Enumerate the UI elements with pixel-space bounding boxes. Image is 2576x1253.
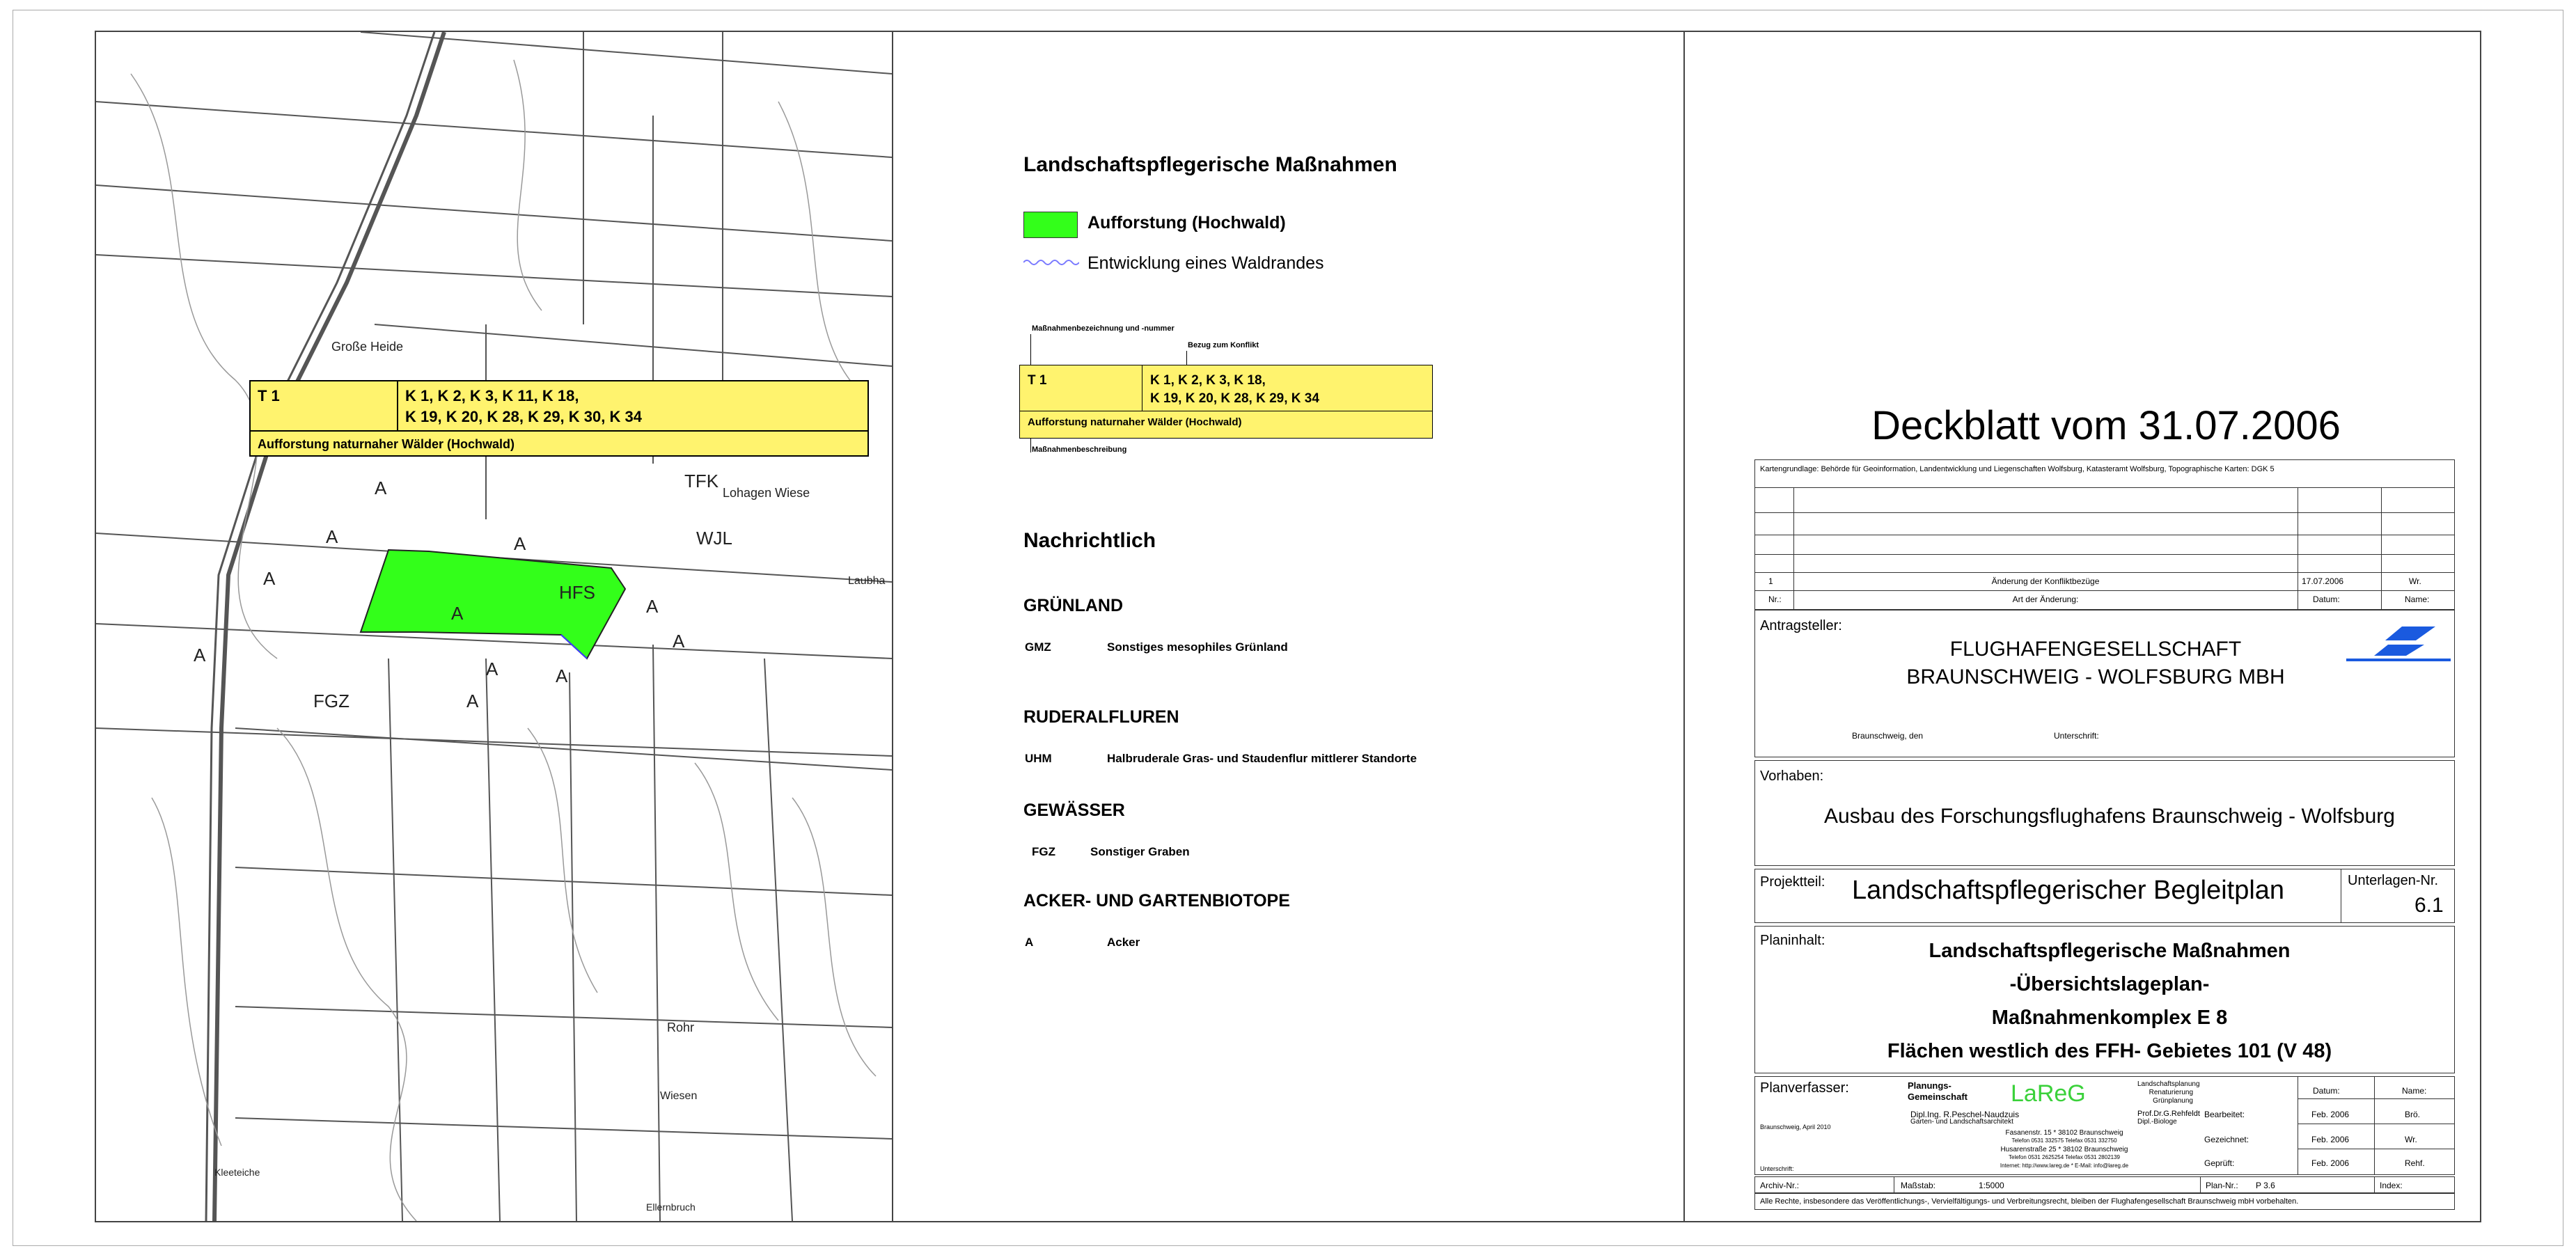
vorhaben-label: Vorhaben: <box>1760 769 1824 784</box>
example-conflict-leader <box>1186 351 1187 366</box>
internet: Internet: http://www.lareg.de * E-Mail: info@lareg.de <box>2000 1163 2129 1169</box>
geprueft-label: Geprüft: <box>2204 1158 2235 1168</box>
unterlage-label: Unterlagen-Nr. <box>2348 873 2439 888</box>
archiv-row <box>1754 1176 2455 1193</box>
place-label: Braunschweig, den <box>1852 731 1924 741</box>
map-label-wiesen: Wiesen <box>660 1090 698 1102</box>
change-line-4 <box>1754 554 2455 555</box>
projektteil-label: Projektteil: <box>1760 874 1825 890</box>
address-1b: Telefon 0531 332575 Telefax 0531 332750 <box>2011 1137 2117 1144</box>
map-label-a-9: A <box>556 665 568 686</box>
map-label-a-11: A <box>673 631 685 652</box>
map-label-tfk: TFK <box>684 471 719 491</box>
pv-name-header: Name: <box>2402 1086 2427 1096</box>
category-gewaesser: GEWÄSSER <box>1023 801 1125 820</box>
category-acker: ACKER- UND GARTENBIOTOPE <box>1023 891 1290 911</box>
planinhalt-label: Planinhalt: <box>1760 933 1825 948</box>
example-id: T 1 <box>1028 373 1047 388</box>
plan-line-4: Flächen westlich des FFH- Gebietes 101 (V 48) <box>1887 1040 2332 1062</box>
legend-item-waldrand: Entwicklung eines Waldrandes <box>1087 253 1324 273</box>
bearbeitet-label: Bearbeitet: <box>2204 1110 2245 1119</box>
footer-rights: Alle Rechte, insbesondere das Veröffentlichungs-, Vervielfältigungs- und Verbreitungsrecht, bleiben der Flughafengesellschaft Braunschweig mbH vorbehalten. <box>1760 1197 2299 1206</box>
plan-line-3: Maßnahmenkomplex E 8 <box>1991 1007 2228 1029</box>
unterschrift: Unterschrift: <box>1760 1165 1794 1172</box>
measure-description: Aufforstung naturnaher Wälder (Hochwald) <box>258 437 515 451</box>
example-bottom-label: Maßnahmenbeschreibung <box>1032 446 1127 454</box>
bs-date: Braunschweig, April 2010 <box>1760 1124 1831 1130</box>
massstab-label: Maßstab: <box>1901 1181 1936 1190</box>
map-label-a-7: A <box>466 691 479 711</box>
code-fgz: FGZ <box>1032 845 1055 858</box>
label-box-divider <box>249 430 869 432</box>
bearbeitet-name: Brö. <box>2405 1110 2421 1119</box>
person-2: Prof.Dr.G.Rehfeldt <box>2137 1110 2200 1118</box>
map-label-a-10: A <box>646 596 659 617</box>
map-drawing <box>96 32 892 1221</box>
change-header-datum: Datum: <box>2313 594 2340 604</box>
measure-refs-1: K 1, K 2, K 3, K 11, K 18, <box>405 387 579 404</box>
unterlage-nr: 6.1 <box>2414 894 2444 917</box>
change-line-6 <box>1754 590 2455 591</box>
section-nachrichtlich: Nachrichtlich <box>1023 529 1156 552</box>
change-col-1 <box>1793 487 1794 610</box>
plannr-label: Plan-Nr.: <box>2206 1181 2238 1190</box>
divider-legend-titleblock <box>1683 31 1685 1222</box>
planung-label-1: Planungs- <box>1908 1080 1951 1091</box>
plannr: P 3.6 <box>2256 1181 2275 1190</box>
swatch-aufforstung <box>1023 212 1078 238</box>
map-label-lohagen-wiese: Lohagen Wiese <box>723 486 810 500</box>
example-refs-2: K 19, K 20, K 28, K 29, K 34 <box>1150 391 1319 406</box>
divider-map-legend <box>892 31 893 1222</box>
map-label-a-5: A <box>263 568 276 589</box>
map-label-ellernbruch: Ellernbruch <box>646 1201 696 1213</box>
deckblatt-title: Deckblatt vom 31.07.2006 <box>1871 403 2341 448</box>
massstab: 1:5000 <box>1979 1181 2004 1190</box>
address-2: Husarenstraße 25 * 38102 Braunschweig <box>2000 1146 2128 1153</box>
change-nr: 1 <box>1768 576 1773 586</box>
example-conflict-label: Bezug zum Konflikt <box>1188 341 1259 349</box>
pv-datum-header: Datum: <box>2313 1086 2340 1096</box>
measure-id: T 1 <box>258 387 280 404</box>
pv-col-2 <box>2374 1076 2375 1175</box>
map-label-a-4: A <box>326 526 338 547</box>
change-header-nr: Nr.: <box>1768 594 1782 604</box>
lareg-right-3: Grünplanung <box>2153 1097 2193 1105</box>
label-box-vdivider <box>397 380 398 430</box>
archiv-col-3 <box>2374 1176 2375 1193</box>
legend-item-aufforstung: Aufforstung (Hochwald) <box>1087 213 1286 233</box>
code-gmz: GMZ <box>1025 640 1051 654</box>
change-art: Änderung der Konfliktbezüge <box>1991 576 2100 586</box>
change-header-name: Name: <box>2405 594 2430 604</box>
change-header-art: Art der Änderung: <box>2012 594 2079 604</box>
map-label-fgz: FGZ <box>313 691 350 711</box>
planverfasser-label: Planverfasser: <box>1760 1080 1849 1096</box>
gezeichnet-name: Wr. <box>2405 1135 2417 1144</box>
legend-title: Landschaftspflegerische Maßnahmen <box>1023 153 1397 176</box>
swatch-waldrand <box>1023 258 1079 267</box>
lareg-logo: LaReG <box>2011 1080 2086 1107</box>
lareg-right-2: Renaturierung <box>2149 1089 2193 1096</box>
planung-label-2: Gemeinschaft <box>1908 1092 1968 1102</box>
kartengrundlage: Kartengrundlage: Behörde für Geoinformation, Landentwicklung und Liegenschaften Wolfsburg, Katasteramt Wolfsburg, Topographische Karten: DGK 5 <box>1760 465 2275 473</box>
code-uhm: UHM <box>1025 752 1052 765</box>
address-1: Fasanenstr. 15 * 38102 Braunschweig <box>2005 1129 2123 1137</box>
plan-line-2: -Übersichtslageplan- <box>2009 973 2210 995</box>
example-description: Aufforstung naturnaher Wälder (Hochwald) <box>1028 416 1242 428</box>
example-refs-1: K 1, K 2, K 3, K 18, <box>1150 373 1266 388</box>
desc-a: Acker <box>1107 936 1140 949</box>
vorhaben: Ausbau des Forschungsflughafens Braunschweig - Wolfsburg <box>1824 805 2395 828</box>
map-label-kleeteiche: Kleeteiche <box>214 1167 260 1178</box>
change-datum: 17.07.2006 <box>2302 576 2344 586</box>
example-bottom-leader <box>1030 439 1031 452</box>
plan-line-1: Landschaftspflegerische Maßnahmen <box>1929 940 2291 962</box>
map-label-rohr: Rohr <box>667 1020 695 1034</box>
change-line-5 <box>1754 572 2455 573</box>
gezeichnet-label: Gezeichnet: <box>2204 1135 2249 1144</box>
airport-logo-icon <box>2346 625 2451 667</box>
person-2-sub: Dipl.-Biologe <box>2137 1118 2177 1126</box>
map-label-a-6: A <box>194 645 206 665</box>
map-panel <box>96 32 892 1221</box>
antragsteller-label: Antragsteller: <box>1760 618 1842 633</box>
bearbeitet-datum: Feb. 2006 <box>2311 1110 2350 1119</box>
map-label-hfs: HFS <box>559 582 595 603</box>
map-label-a-1: A <box>451 603 464 624</box>
change-name: Wr. <box>2409 576 2421 586</box>
person-1-sub: Garten- und Landschaftsarchitekt <box>1910 1118 2013 1126</box>
projektteil: Landschaftspflegerischer Begleitplan <box>1852 876 2285 905</box>
lareg-right-1: Landschaftsplanung <box>2137 1080 2200 1088</box>
map-label-wjl: WJL <box>696 528 732 549</box>
company-line-1: FLUGHAFENGESELLSCHAFT <box>1949 638 2242 661</box>
example-top-leader <box>1030 334 1031 366</box>
address-2b: Telefon 0531 2625254 Telefax 0531 2802139 <box>2009 1154 2120 1160</box>
geprueft-datum: Feb. 2006 <box>2311 1158 2350 1168</box>
pv-row-1 <box>2298 1098 2455 1099</box>
change-col-3 <box>2381 487 2382 610</box>
archiv-label: Archiv-Nr.: <box>1760 1181 1800 1190</box>
change-line-1 <box>1754 487 2455 488</box>
code-a: A <box>1025 936 1034 949</box>
company-line-2: BRAUNSCHWEIG - WOLFSBURG MBH <box>1906 665 2285 688</box>
archiv-col-2 <box>2200 1176 2201 1193</box>
category-gruenland: GRÜNLAND <box>1023 596 1124 615</box>
map-label-a-2: A <box>514 533 526 554</box>
map-label-a-8: A <box>486 659 498 679</box>
desc-fgz: Sonstiger Graben <box>1090 845 1190 858</box>
example-top-label: Maßnahmenbezeichnung und -nummer <box>1032 324 1175 333</box>
desc-gmz: Sonstiges mesophiles Grünland <box>1107 640 1288 654</box>
category-ruderalfluren: RUDERALFLUREN <box>1023 707 1179 727</box>
signature-label: Unterschrift: <box>2054 731 2099 741</box>
person-1: Dipl.Ing. R.Peschel-Naudzuis <box>1910 1110 2020 1119</box>
geprueft-name: Rehf. <box>2405 1158 2425 1168</box>
measure-refs-2: K 19, K 20, K 28, K 29, K 30, K 34 <box>405 408 642 425</box>
map-label-laubha: Laubha <box>848 575 886 587</box>
gezeichnet-datum: Feb. 2006 <box>2311 1135 2350 1144</box>
index-label: Index: <box>2380 1181 2403 1190</box>
map-label-a-3: A <box>375 478 387 498</box>
change-line-2 <box>1754 512 2455 513</box>
desc-uhm: Halbruderale Gras- und Staudenflur mittlerer Standorte <box>1107 752 1417 765</box>
map-label-grosse-heide: Große Heide <box>331 340 404 354</box>
